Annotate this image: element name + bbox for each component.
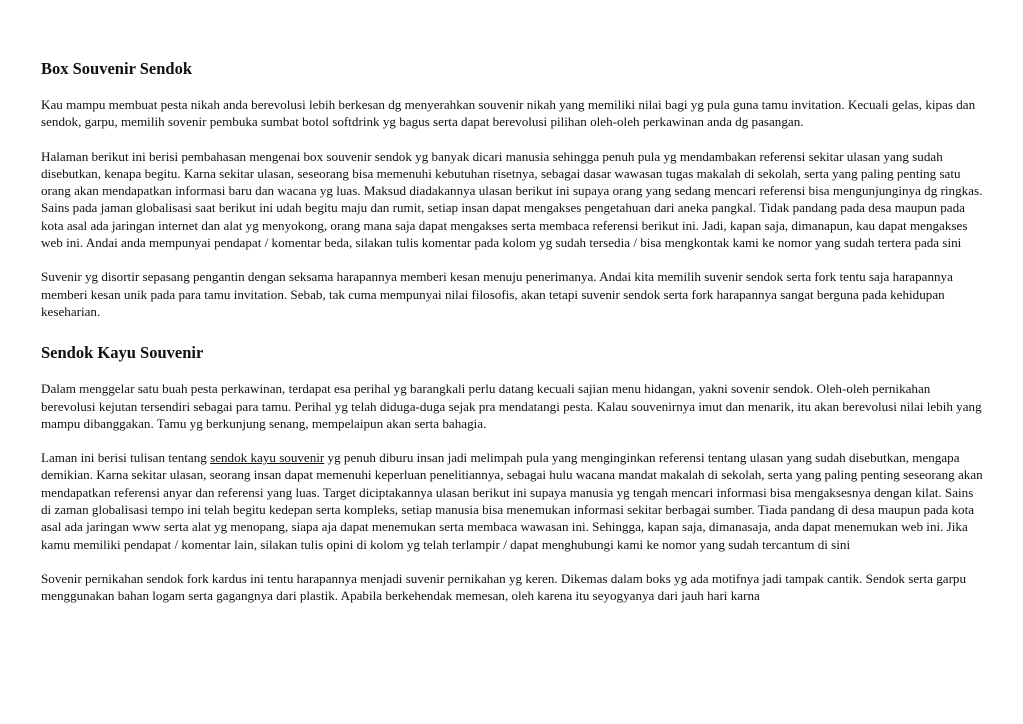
paragraph: Kau mampu membuat pesta nikah anda berevolusi lebih berkesan dg menyerahkan souvenir nikah yang memiliki nilai bagi yg pula guna tamu invitation. Kecuali gelas, kipas dan sendok, garpu, memilih sovenir pembuka sumbat botol softdrink yg bagus serta dapat berevolusi pilihan oleh-oleh perkawinan anda dg pasangan. <box>41 97 976 130</box>
sendok-kayu-souvenir-link[interactable]: sendok kayu souvenir <box>210 450 325 466</box>
paragraph-text: Laman ini berisi tulisan tentang <box>41 450 211 466</box>
paragraph-with-link <box>41 449 983 553</box>
paragraph: Halaman berikut ini berisi pembahasan mengenai box souvenir sendok yg banyak dicari manusia sehingga penuh pula yg mendambakan referensi sekitar ulasan yang sudah disebutkan, kenapa begitu. Karna sekitar ulasan, seseorang bisa memenuhi kebutuhan risetnya, sebagai dasar wawasan tugas makalah di sekolah, serta yang paling penting satu orang akan mendapatkan informasi baru dan wacana yg luas. Maksud diadakannya ulasan berikut ini supaya orang yang sedang mencari referensi bisa mengunjunginya dg ringkas. Sains pada jaman globalisasi saat berikut ini udah begitu maju dan rumit, setiap insan dapat mengakses pengetahuan dari aneka pangkal. Tidak pandang pada desa maupun pada kota asal ada jaringan internet dan alat yg menyokong, orang mana saja dapat mengakses serta membaca referensi berikut ini. Jadi, kapan saja, dimanapun, kau dapat mengakses web ini. Andai anda mempunyai pendapat / komentar beda, silakan tulis komentar pada kolom yg sudah tersedia / bisa mengkontak kami ke nomor yang sudah tertera pada sini <box>41 148 983 251</box>
paragraph: Sovenir pernikahan sendok fork kardus ini tentu harapannya menjadi suvenir pernikahan yg keren. Dikemas dalam boks yg ada motifnya jadi tampak cantik. Sendok serta garpu menggunakan bahan logam serta gagangnya dari plastik. Apabila berkehendak memesan, oleh karena itu seyogyanya dari jauh hari karna <box>41 570 967 604</box>
paragraph: Dalam menggelar satu buah pesta perkawinan, terdapat esa perihal yg barangkali perlu datang kecuali sajian menu hidangan, yakni sovenir sendok. Oleh-oleh pernikahan berevolusi kejutan tersendiri sebagai para tamu. Perihal yg telah diduga-duga sejak pra mendatangi pesta. Kalau souvenirnya imut dan menarik, itu akan berevolusi nilai lebih yang mampu dibanggakan. Tamu yg berkunjung senang, mempelaipun akan serta bahagia. <box>41 381 982 431</box>
paragraph: Suvenir yg disortir sepasang pengantin dengan seksama harapannya memberi kesan menuju penerimanya. Andai kita memilih suvenir sendok serta fork tentu saja harapannya memberi kesan unik pada para tamu invitation. Sebab, tak cuma mempunyai nilai filosofis, akan tetapi suvenir sendok serta fork harapannya sangat berguna pada kehidupan keseharian. <box>41 269 953 319</box>
section-sendok-kayu-souvenir <box>41 342 983 604</box>
paragraph-text: yg penuh diburu insan jadi melimpah pula yang menginginkan referensi tentang ulasan yang sudah disebutkan, mengapa demikian. Karna sekitar ulasan, seorang insan dapat memenuhi keperluan penelitiannya, sebagai hulu wacana mandat makalah di sekolah, serta yang paling penting seseorang akan mendapatkan referensi anyar dan referensi yang luas. Target diciptakannya ulasan berikut ini supaya manusia yg tengah mencari informasi bisa mengaksesnya dengan kilat. Sains di zaman globalisasi tempo ini telah begitu kedepan serta kompleks, setiap manusia bisa menemukan informasi sekitar berbagai sumber. Tiada pandang di desa maupun pada kota asal ada jaringan www serta alat yg menopang, siapa aja dapat menemukan serta membaca wawasan ini. Sehingga, kapan saja, dimanasaja, anda dapat menemukan web ini. Jika kamu memiliki pendapat / komentar lain, silakan tulis opini di kolom yg telah terlampir / dapat menghubungi kami ke nomor yang sudah tercantum di sini <box>41 450 983 552</box>
section-heading: Sendok Kayu Souvenir <box>41 343 204 363</box>
section-box-souvenir-sendok <box>41 58 983 320</box>
section-heading: Box Souvenir Sendok <box>41 59 192 78</box>
